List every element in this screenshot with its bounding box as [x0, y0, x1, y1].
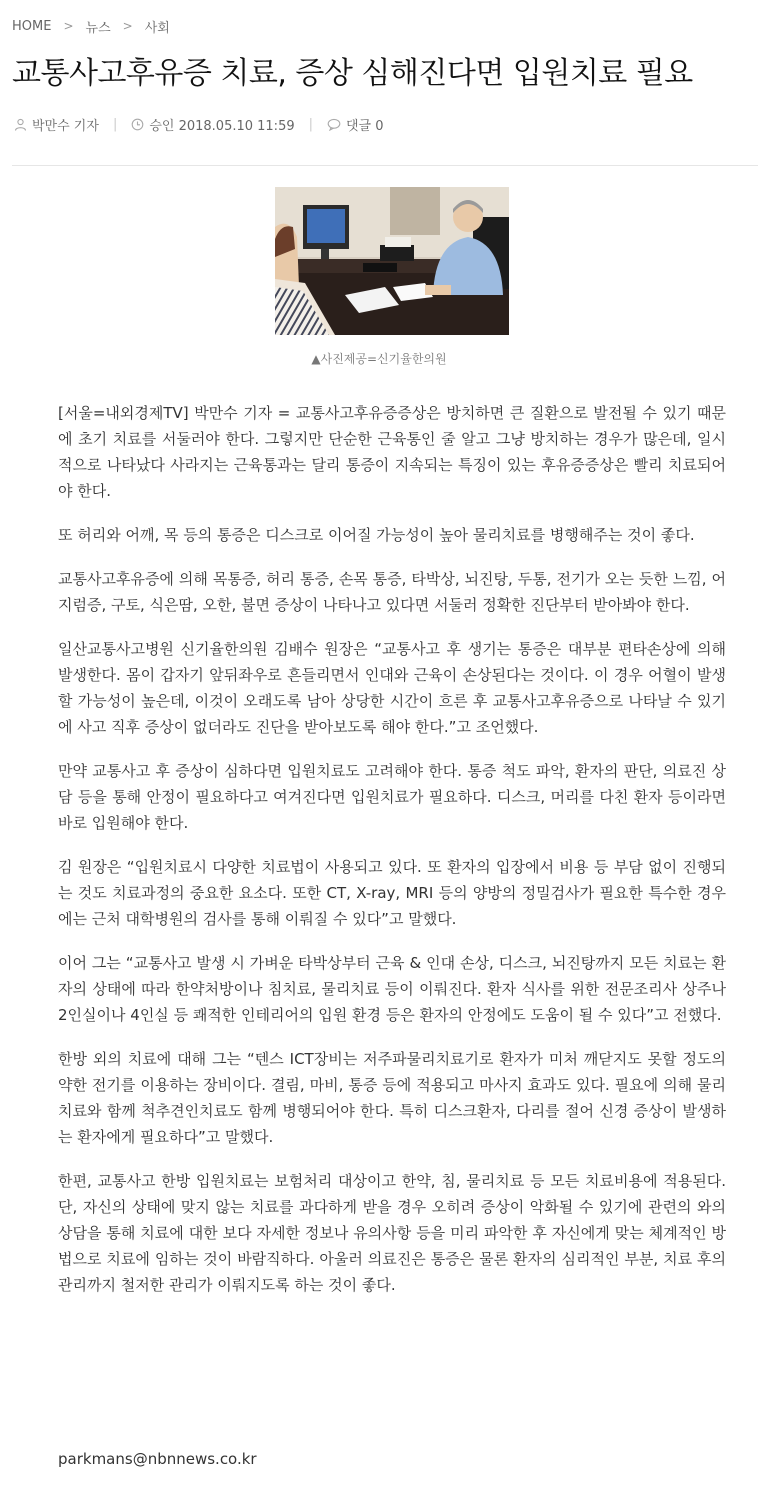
- article-title: 교통사고후유증 치료, 증상 심해진다면 입원치료 필요: [12, 56, 693, 91]
- article-paragraph: 김 원장은 “입원치료시 다양한 치료법이 사용되고 있다. 또 환자의 입장에서 비용 등 부담 없이 진행되는 것도 치료과정의 중요한 요소다. 또한 CT, X-ray, MRI 등의 양방의 정밀검사가 필요한 특수한 경우에는 근처 대학병원의 검사를 통해 이뤄질 수 있다”고 말했다.: [58, 858, 726, 928]
- comments-link[interactable]: 댓글 0: [346, 118, 384, 134]
- meta-divider: |: [112, 116, 118, 132]
- breadcrumb: [12, 16, 170, 36]
- article-paragraph: 이어 그는 “교통사고 발생 시 가벼운 타박상부터 근육 & 인대 손상, 디스크, 뇌진탕까지 모든 치료는 환자의 상태에 따라 한약처방이나 침치료, 물리치료 등이 이뤄진다. 환자 식사를 위한 전문조리사 상주나 2인실이나 4인실 등 쾌적한 인테리어의 입원 환경 등은 환자의 안정에도 도움이 될 수 있다”고 전했다.: [58, 954, 726, 1024]
- article-paragraph: 한방 외의 치료에 대해 그는 “텐스 ICT장비는 저주파물리치료기로 환자가 미처 깨닫지도 못할 정도의 약한 전기를 이용하는 장비이다. 결림, 마비, 통증 등에 적용되고 마사지 효과도 있다. 필요에 의해 물리치료와 함께 척추견인치료도 함께 병행되어야 한다. 특히 디스크환자, 다리를 절어 신경 증상이 발생하는 환자에게 필요하다”고 말했다.: [58, 1050, 726, 1146]
- article-meta: [14, 114, 384, 134]
- chevron-right-icon: >: [63, 19, 74, 33]
- breadcrumb-society-link[interactable]: 사회: [144, 20, 170, 36]
- comment-icon: [327, 118, 341, 131]
- chevron-right-icon: >: [122, 19, 133, 33]
- article-paragraph: 만약 교통사고 후 증상이 심하다면 입원치료도 고려해야 한다. 통증 척도 파악, 환자의 판단, 의료진 상담 등을 통해 안정이 필요하다고 여겨진다면 입원치료가 필요하다. 디스크, 머리를 다친 환자 등이라면 바로 입원해야 한다.: [58, 762, 726, 832]
- article-paragraph: 한편, 교통사고 한방 입원치료는 보험처리 대상이고 한약, 침, 물리치료 등 모든 치료비용에 적용된다. 단, 자신의 상태에 맞지 않는 치료를 과다하게 받을 경우 오히려 증상이 악화될 수 있기에 관련의 와의 상담을 통해 치료에 대한 보다 자세한 정보나 유의사항 등을 미리 파악한 후 자신에게 맞는 체계적인 방법으로 치료에 임하는 것이 바람직하다. 아울러 의료진은 통증은 물론 환자의 심리적인 부분, 치료 후의 관리까지 철저한 관리가 이뤄지도록 하는 것이 좋다.: [58, 1172, 726, 1294]
- user-icon: [14, 118, 27, 131]
- clock-icon: [131, 118, 144, 131]
- article-paragraph: 일산교통사고병원 신기율한의원 김배수 원장은 “교통사고 후 생기는 통증은 대부분 편타손상에 의해 발생한다. 몸이 갑자기 앞뒤좌우로 흔들리면서 인대와 근육이 손상된다는 것이다. 이 경우 어혈이 발생할 가능성이 높은데, 이것이 오래도록 남아 상당한 시간이 흐른 후 교통사고후유증으로 나타날 수 있기에 사고 직후 증상이 없더라도 진단을 받아보도록 해야 한다.”고 조언했다.: [58, 640, 726, 736]
- meta-divider: |: [308, 116, 313, 132]
- photo-caption: ▲사진제공=신기율한의원: [311, 352, 447, 366]
- article-paragraph: 교통사고후유증에 의해 목통증, 허리 통증, 손목 통증, 타박상, 뇌진탕, 두통, 전기가 오는 듯한 느낌, 어지럼증, 구토, 식은땀, 오한, 불면 증상이 나타나고 있다면 서둘러 정확한 진단부터 받아봐야 한다.: [58, 570, 726, 614]
- breadcrumb-news-link[interactable]: 뉴스: [85, 20, 111, 36]
- article-photo: [275, 187, 509, 335]
- author-name: 박만수 기자: [32, 118, 99, 134]
- article-body: [58, 400, 726, 1316]
- article-paragraph: 또 허리와 어깨, 목 등의 통증은 디스크로 이어질 가능성이 높아 물리치료를 병행해주는 것이 좋다.: [58, 526, 695, 544]
- approved-datetime: 승인 2018.05.10 11:59: [149, 118, 295, 134]
- header-divider: [12, 165, 758, 166]
- article-paragraph: [서울=내외경제TV] 박만수 기자 = 교통사고후유증증상은 방치하면 큰 질환으로 발전될 수 있기 때문에 초기 치료를 서둘러야 한다. 그렇지만 단순한 근육통인 줄 알고 그냥 방치하는 경우가 많은데, 일시적으로 나타났다 사라지는 근육통과는 달리 통증이 지속되는 특징이 있는 후유증증상은 빨리 치료되어야 한다.: [58, 404, 726, 500]
- breadcrumb-home-link[interactable]: HOME: [12, 18, 52, 34]
- reporter-email[interactable]: parkmans@nbnnews.co.kr: [58, 1450, 257, 1468]
